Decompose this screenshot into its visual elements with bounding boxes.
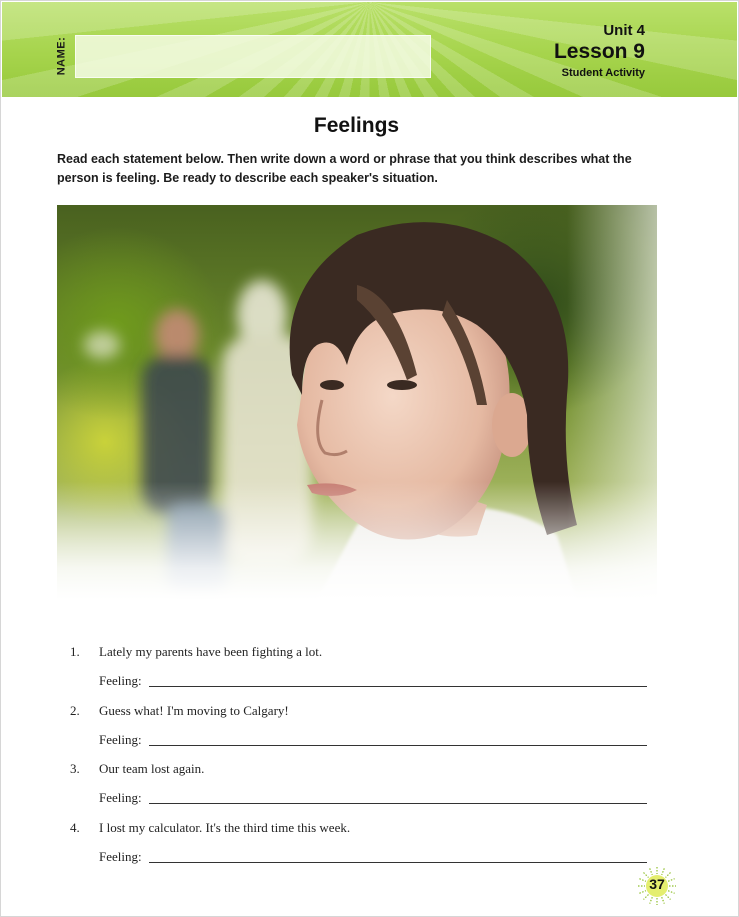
question-text: Our team lost again. [99,761,205,776]
question-text: Lately my parents have been fighting a lot. [99,644,323,659]
question-number: 3. [70,761,80,776]
photo-fade [57,205,657,600]
question-number: 4. [70,819,80,835]
feeling-answer-line[interactable] [149,803,647,804]
question-item [70,820,650,879]
page-number-badge [637,866,677,906]
page-number: 37 [649,876,665,892]
feeling-row [99,849,647,867]
header-banner [2,2,737,97]
question-text: I lost my calculator. It's the third time this week. [99,819,351,835]
question-item [70,703,650,762]
feeling-label: Feeling: [99,848,142,864]
feeling-label: Feeling: [99,790,142,805]
question-item [70,644,650,703]
feeling-row [99,732,647,750]
instructions: Read each statement below. Then write down a word or phrase that you think describes what the person is feeling. Be ready to describe each speaker's situation. [57,152,632,185]
question-text: Guess what! I'm moving to Calgary! [99,702,289,718]
page-title: Feelings [313,114,400,137]
feeling-answer-line[interactable] [149,686,647,687]
question-number: 1. [70,644,80,659]
question-item [70,761,650,820]
feeling-answer-line[interactable] [149,745,647,746]
feeling-label: Feeling: [99,673,142,688]
unit-label: Unit 4 [603,22,645,39]
portrait-photo [57,205,657,600]
feeling-label: Feeling: [99,731,142,747]
feeling-row [99,673,647,691]
feeling-row [99,790,647,808]
question-number: 2. [70,702,80,718]
lesson-label: Lesson 9 [553,40,645,63]
question-list [70,644,650,878]
unit-lesson-block [554,22,645,82]
name-field[interactable] [75,35,431,78]
activity-label: Student Activity [561,67,645,79]
name-label: NAME: [55,36,68,76]
feeling-answer-line[interactable] [149,862,647,863]
